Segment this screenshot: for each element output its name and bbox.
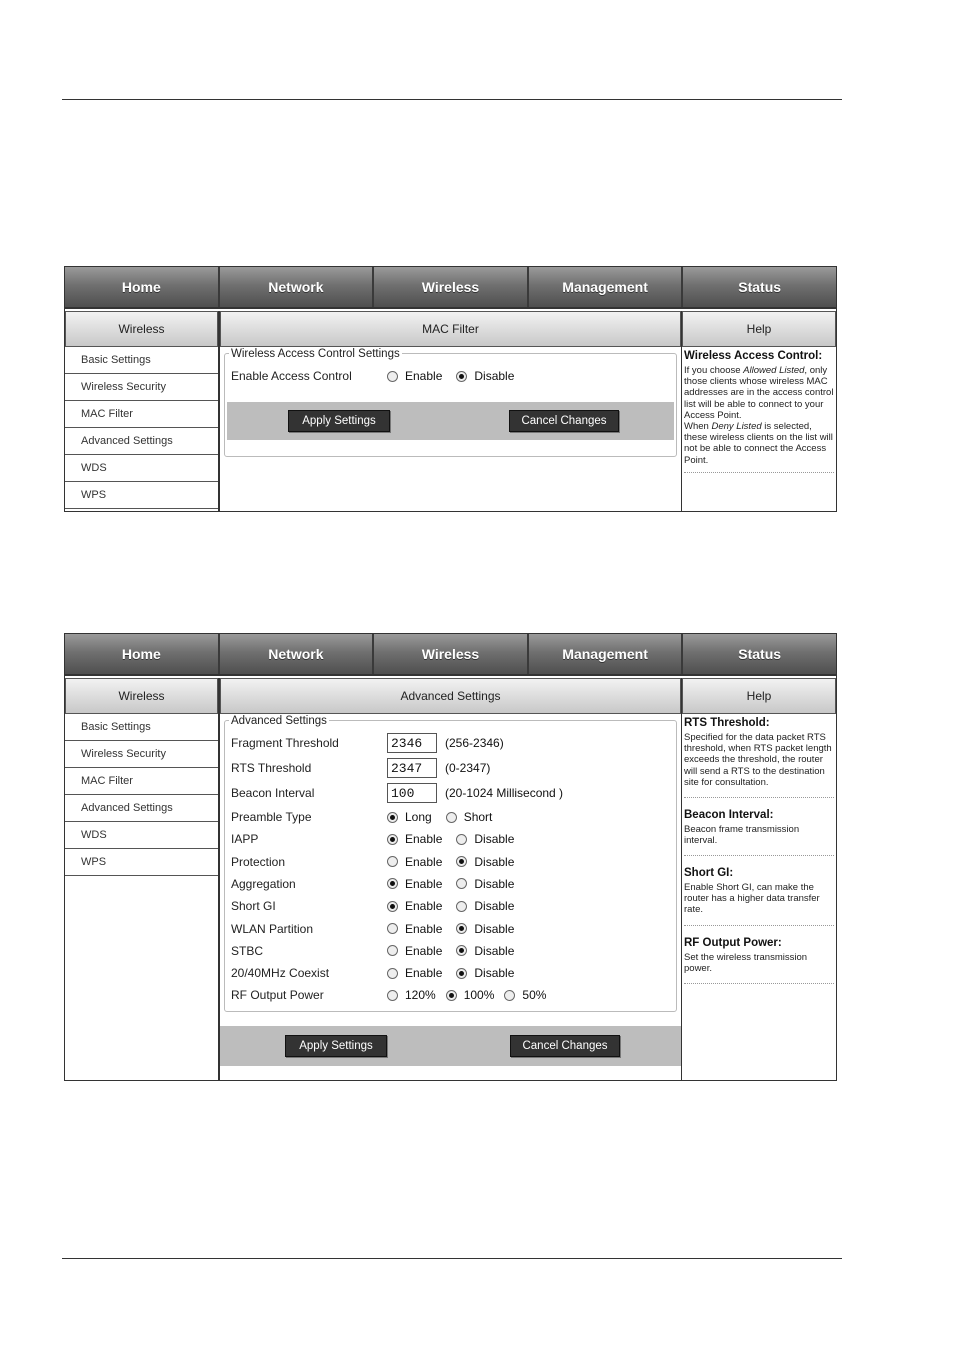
option-label: 120% — [405, 988, 436, 1003]
option-label: Disable — [474, 899, 515, 914]
sidebar-item-mac-filter[interactable]: MAC Filter — [65, 401, 218, 428]
setting-option-radio[interactable] — [387, 832, 442, 846]
sidebar-item-advanced-settings[interactable]: Advanced Settings — [65, 428, 218, 455]
help-text: Beacon frame transmission interval. — [684, 824, 800, 847]
setting-option-radio[interactable] — [387, 944, 442, 958]
setting-option-radio[interactable] — [456, 944, 514, 958]
top-nav — [65, 267, 836, 309]
setting-row — [231, 963, 672, 983]
sidebar-title: Wireless — [65, 678, 218, 714]
setting-option-radio[interactable] — [456, 899, 514, 913]
radio-checked-icon — [456, 923, 467, 934]
option-label: Enable — [405, 854, 443, 869]
help-heading: Wireless Access Control: — [684, 350, 823, 362]
rts-threshold-label: RTS Threshold — [231, 761, 312, 775]
option-label: Disable — [474, 832, 515, 847]
setting-option-radio[interactable] — [387, 966, 442, 980]
radio-icon — [387, 856, 398, 867]
help-panel — [682, 311, 836, 511]
help-heading: RF Output Power: — [684, 937, 782, 949]
radio-checked-icon — [387, 812, 398, 823]
radio-checked-icon — [387, 878, 398, 889]
fragment-threshold-label: Fragment Threshold — [231, 736, 339, 750]
beacon-interval-input[interactable] — [387, 783, 437, 803]
radio-icon — [387, 371, 398, 382]
beacon-interval-row — [231, 783, 672, 803]
nav-management[interactable]: Management — [529, 267, 684, 307]
sidebar-item-wds[interactable]: WDS — [65, 822, 218, 849]
nav-wireless[interactable]: Wireless — [374, 634, 529, 674]
advanced-settings-fieldset — [224, 715, 677, 1012]
help-panel — [682, 678, 836, 1080]
fragment-threshold-range: (256-2346) — [445, 736, 504, 750]
setting-option-radio[interactable] — [387, 922, 442, 936]
top-rule — [62, 99, 842, 100]
fragment-threshold-input[interactable] — [387, 733, 437, 753]
sidebar-item-mac-filter[interactable]: MAC Filter — [65, 768, 218, 795]
help-text: Set the wireless transmission power. — [684, 952, 808, 975]
help-section-rf-output-power — [684, 926, 834, 984]
sidebar-item-wps[interactable]: WPS — [65, 849, 218, 876]
nav-status[interactable]: Status — [738, 646, 782, 662]
cancel-changes-button[interactable]: Cancel Changes — [510, 1035, 620, 1057]
option-label: Disable — [474, 854, 515, 869]
bottom-rule — [62, 1258, 842, 1259]
apply-settings-button[interactable]: Apply Settings — [285, 1035, 387, 1057]
option-label: Enable — [405, 876, 443, 891]
setting-label: Preamble Type — [231, 810, 312, 824]
cancel-changes-button[interactable]: Cancel Changes — [509, 410, 619, 432]
enable-access-control-label: Enable Access Control — [231, 369, 352, 383]
setting-row — [231, 807, 672, 827]
nav-management[interactable]: Management — [529, 634, 684, 674]
help-heading: Beacon Interval: — [684, 809, 774, 821]
sidebar-item-wireless-security[interactable]: Wireless Security — [65, 741, 218, 768]
option-label: Enable — [405, 943, 443, 958]
help-section-rts-threshold — [684, 716, 834, 798]
radio-checked-icon — [387, 901, 398, 912]
setting-option-radio[interactable] — [504, 988, 546, 1002]
setting-row — [231, 896, 672, 916]
setting-row — [231, 985, 672, 1005]
radio-checked-icon — [446, 990, 457, 1001]
sidebar — [65, 678, 220, 1080]
setting-row — [231, 852, 672, 872]
sidebar-item-wds[interactable]: WDS — [65, 455, 218, 482]
radio-checked-icon — [456, 968, 467, 979]
radio-icon — [504, 990, 515, 1001]
nav-status[interactable]: Status — [738, 279, 782, 295]
option-label: Disable — [474, 943, 515, 958]
radio-icon — [387, 945, 398, 956]
setting-label: Aggregation — [231, 876, 296, 891]
fieldset-legend: Advanced Settings — [231, 715, 327, 727]
setting-label: WLAN Partition — [231, 921, 314, 936]
option-label: Disable — [474, 876, 515, 891]
setting-option-radio[interactable] — [387, 810, 432, 824]
nav-home[interactable]: Home — [65, 634, 220, 674]
sidebar-title: Wireless — [65, 311, 218, 347]
radio-icon — [456, 901, 467, 912]
radio-checked-icon — [456, 856, 467, 867]
nav-home[interactable]: Home — [65, 267, 220, 307]
page-title: MAC Filter — [220, 311, 681, 347]
advanced-settings-screen — [64, 633, 837, 1081]
radio-icon — [387, 968, 398, 979]
sidebar-item-basic-settings[interactable]: Basic Settings — [65, 347, 218, 374]
top-nav — [65, 634, 836, 676]
main-content — [220, 678, 682, 1080]
setting-row — [231, 874, 672, 894]
option-label: 100% — [463, 988, 495, 1003]
help-section-short-gi — [684, 856, 834, 926]
radio-checked-icon — [456, 371, 467, 382]
setting-label: Short GI — [231, 899, 276, 914]
setting-option-radio[interactable] — [456, 966, 514, 980]
setting-option-radio[interactable] — [387, 877, 442, 891]
help-title: Help — [682, 311, 836, 347]
sidebar-item-advanced-settings[interactable]: Advanced Settings — [65, 795, 218, 822]
button-bar — [220, 1026, 681, 1066]
main-content — [220, 311, 682, 511]
setting-row — [231, 919, 672, 939]
nav-network[interactable]: Network — [220, 634, 375, 674]
beacon-interval-range: (20-1024 Millisecond ) — [445, 786, 564, 800]
radio-icon — [446, 812, 457, 823]
button-bar — [227, 402, 674, 440]
setting-option-radio[interactable] — [456, 922, 514, 936]
option-label: Enable — [405, 966, 443, 981]
nav-wireless[interactable]: Wireless — [374, 267, 529, 307]
rts-threshold-row — [231, 758, 672, 778]
setting-row — [231, 829, 672, 849]
setting-option-radio[interactable] — [446, 810, 493, 824]
setting-label: STBC — [231, 943, 264, 958]
rts-threshold-range: (0-2347) — [445, 761, 491, 775]
apply-settings-button[interactable]: Apply Settings — [288, 410, 390, 432]
sidebar-item-wps[interactable]: WPS — [65, 482, 218, 509]
help-section-beacon-interval — [684, 798, 834, 856]
setting-option-radio[interactable] — [387, 855, 442, 869]
setting-label: 20/40MHz Coexist — [231, 966, 330, 981]
setting-row — [231, 941, 672, 961]
option-label: Enable — [405, 921, 443, 936]
option-label: Disable — [474, 966, 515, 981]
beacon-interval-label: Beacon Interval — [231, 786, 315, 800]
access-control-fieldset — [224, 348, 677, 457]
fragment-threshold-row — [231, 733, 672, 753]
radio-icon — [456, 834, 467, 845]
radio-icon — [387, 923, 398, 934]
setting-option-radio[interactable] — [456, 877, 514, 891]
access-control-disable-radio[interactable]: Disable — [456, 369, 514, 383]
option-label: Enable — [405, 832, 443, 847]
access-control-row — [231, 366, 672, 386]
access-control-enable-radio[interactable]: Enable — [387, 369, 442, 383]
fieldset-legend: Wireless Access Control Settings — [231, 348, 400, 360]
radio-checked-icon — [387, 834, 398, 845]
page-title: Advanced Settings — [220, 678, 681, 714]
sidebar-item-basic-settings[interactable]: Basic Settings — [65, 714, 218, 741]
setting-label: IAPP — [231, 832, 259, 847]
setting-option-radio[interactable] — [456, 832, 514, 846]
sidebar-item-wireless-security[interactable]: Wireless Security — [65, 374, 218, 401]
option-label: Enable — [405, 899, 443, 914]
option-label: Short — [463, 810, 493, 824]
radio-icon — [387, 990, 398, 1001]
help-text: Specified for the data packet RTS threshold, when RTS packet length exceeds the threshold, the router will send a RTS to the destination site for consultation. — [684, 732, 832, 788]
setting-option-radio[interactable] — [387, 988, 436, 1002]
radio-checked-icon — [456, 945, 467, 956]
help-section-access-control — [684, 349, 834, 473]
help-text: If you choose Allowed Listed, only those clients whose wireless MAC addresses are in the access control list will be able to connect to your Access Point. When Deny Listed is selected, these wireless clients on the list will not be able to connect the Access Point. — [684, 365, 834, 466]
radio-icon — [456, 878, 467, 889]
setting-label: RF Output Power — [231, 988, 324, 1003]
setting-label: Protection — [231, 854, 286, 869]
option-label: 50% — [522, 988, 547, 1003]
setting-option-radio[interactable] — [456, 855, 514, 869]
help-text: Enable Short GI, can make the router has a higher data transfer rate. — [684, 882, 820, 916]
sidebar — [65, 311, 220, 511]
setting-option-radio[interactable] — [387, 899, 442, 913]
help-title: Help — [682, 678, 836, 714]
setting-option-radio[interactable] — [446, 988, 495, 1002]
nav-network[interactable]: Network — [220, 267, 375, 307]
mac-filter-screen — [64, 266, 837, 512]
option-label: Disable — [474, 921, 515, 936]
rts-threshold-input[interactable] — [387, 758, 437, 778]
help-heading: RTS Threshold: — [684, 717, 770, 729]
option-label: Long — [405, 810, 432, 824]
help-heading: Short GI: — [684, 867, 734, 879]
